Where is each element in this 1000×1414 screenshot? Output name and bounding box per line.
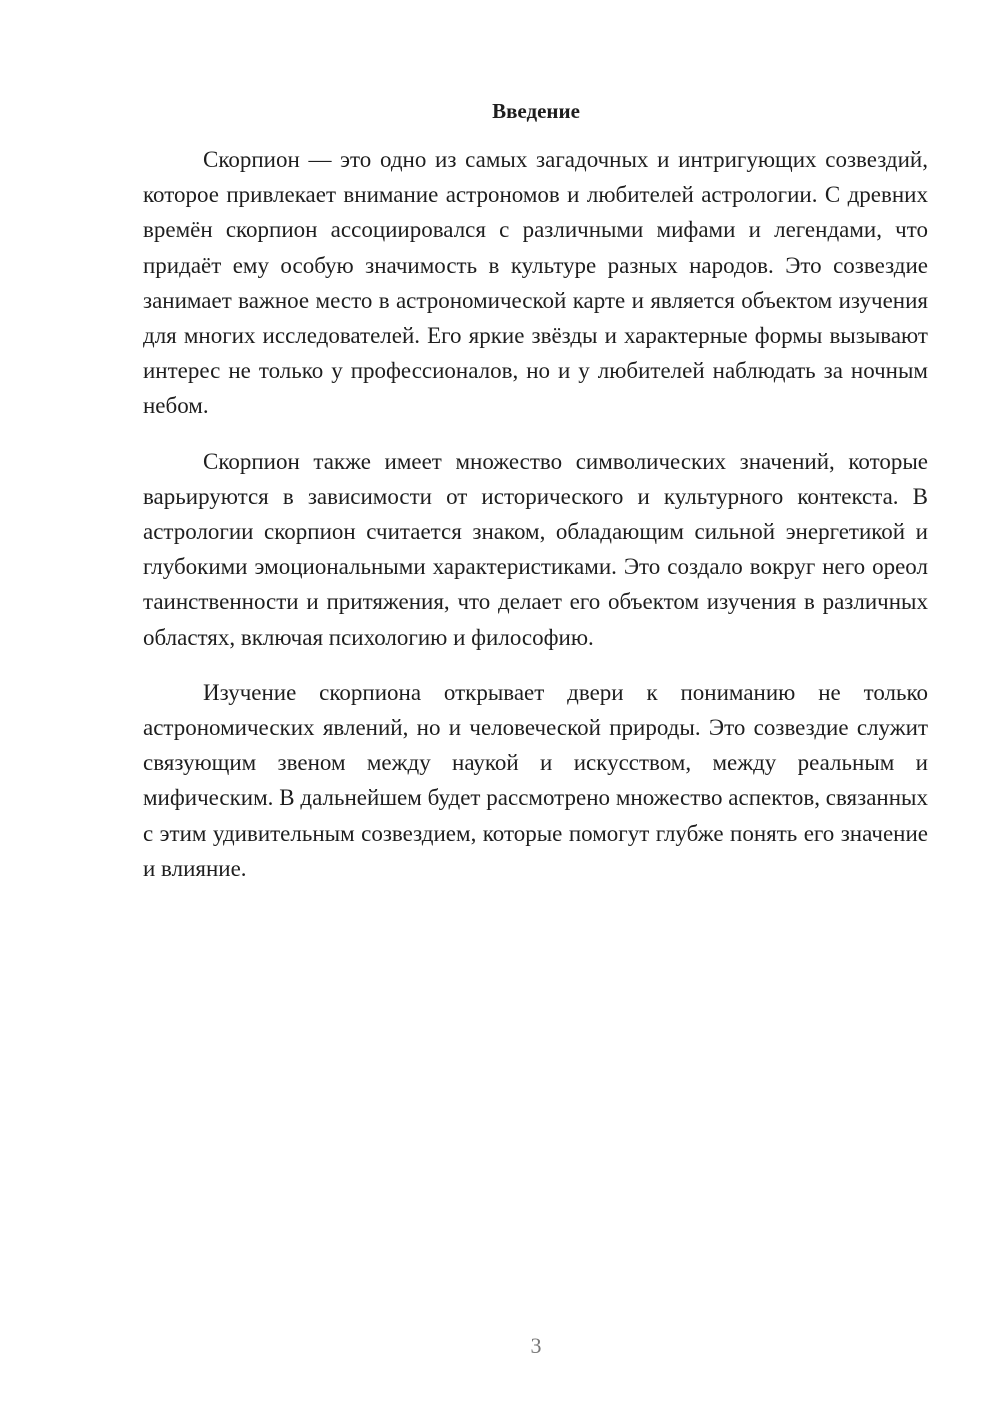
paragraph-3: Изучение скорпиона открывает двери к пониманию не только астрономических явлений, но и человеческой природы. Это созвездие служит связующим звеном между наукой и искусством, между реальным и мифическим. В дальнейшем будет рассмотрено множество аспектов, связанных с этим удивительным созвездием, которые помогут глубже понять его значение и влияние. — [143, 679, 928, 881]
document-body — [143, 142, 928, 906]
page-number: 3 — [530, 1333, 542, 1358]
paragraph-2: Скорпион также имеет множество символических значений, которые варьируются в зависимости от исторического и культурного контекста. В астрологии скорпион считается знаком, обладающим сильной энергетикой и глубокими эмоциональными характеристиками. Это создало вокруг него ореол таинственности и притяжения, что делает его объектом изучения в различных областях, включая психологию и философию. — [143, 448, 928, 650]
page-title: Введение — [492, 99, 580, 123]
paragraph-1: Скорпион — это одно из самых загадочных и интригующих созвездий, которое привлекает внимание астрономов и любителей астрологии. С древних времён скорпион ассоциировался с различными мифами и легендами, что придаёт ему особую значимость в культуре разных народов. Это созвездие занимает важное место в астрономической карте и является объектом изучения для многих исследователей. Его яркие звёзды и характерные формы вызывают интерес не только у профессионалов, но и у любителей наблюдать за ночным небом. — [143, 147, 928, 419]
